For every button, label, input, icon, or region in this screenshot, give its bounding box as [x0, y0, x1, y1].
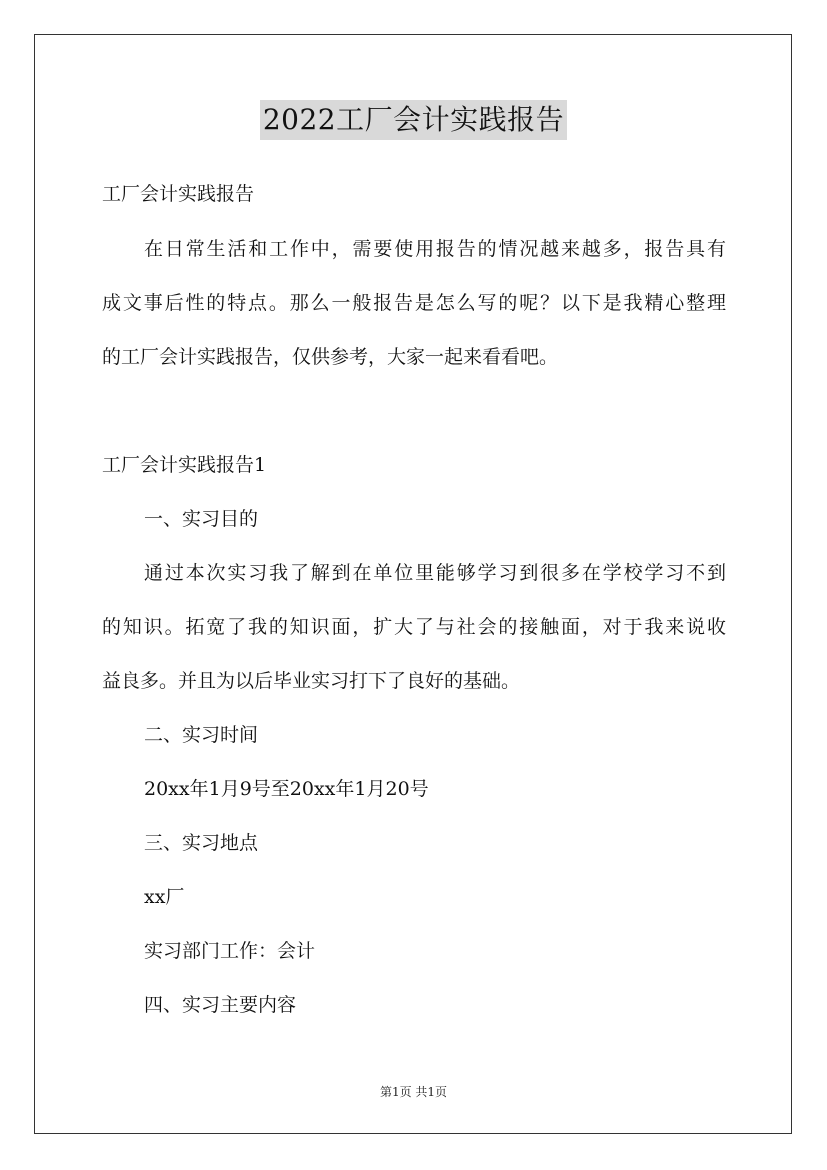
content-heading: 四、实习主要内容: [144, 994, 297, 1016]
time-value: 20xx年1月9号至20xx年1月20号: [144, 778, 429, 800]
purpose-heading: 一、实习目的: [144, 508, 259, 530]
title-container: [0, 100, 827, 140]
intro-line-3: 的工厂会计实践报告，仅供参考，大家一起来看看吧。: [102, 346, 559, 368]
document-title: 2022工厂会计实践报告: [260, 100, 567, 140]
section-heading: 工厂会计实践报告1: [102, 454, 267, 476]
time-heading: 二、实习时间: [144, 724, 259, 746]
intro-line-2: 成文事后性的特点。那么一般报告是怎么写的呢？以下是我精心整理: [102, 292, 726, 314]
purpose-line-3: 益良多。并且为以后毕业实习打下了良好的基础。: [102, 670, 521, 692]
report-subtitle: 工厂会计实践报告: [102, 183, 255, 205]
place-heading: 三、实习地点: [144, 832, 259, 854]
place-value: xx厂: [144, 886, 185, 908]
intro-line-1: 在日常生活和工作中，需要使用报告的情况越来越多，报告具有: [144, 238, 726, 260]
purpose-line-1: 通过本次实习我了解到在单位里能够学习到很多在学校学习不到: [144, 562, 726, 584]
page-footer: 第1页 共1页: [379, 1085, 448, 1099]
purpose-line-2: 的知识。拓宽了我的知识面，扩大了与社会的接触面，对于我来说收: [102, 616, 726, 638]
department-line: 实习部门工作：会计: [144, 940, 316, 962]
